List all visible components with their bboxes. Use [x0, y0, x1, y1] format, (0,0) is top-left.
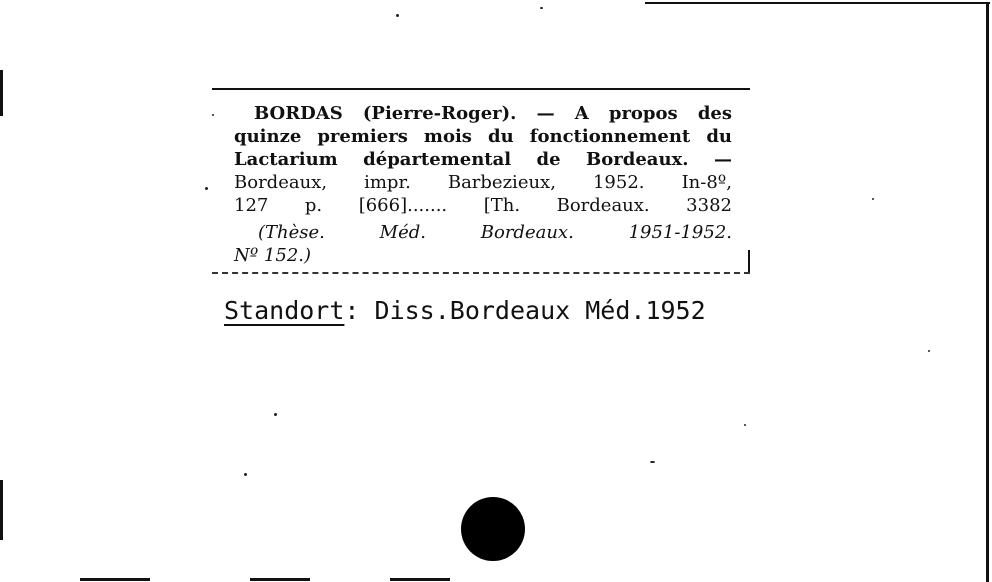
entry-line: 127 p. [666]....... [Th. Bordeaux. 3382	[234, 195, 732, 216]
shelfmark-value: : Diss.Bordeaux Méd.1952	[344, 296, 706, 325]
scan-speck	[205, 187, 208, 190]
card-bottom-edge	[390, 578, 450, 581]
entry-line: Lactarium départemental de Bordeaux. —	[234, 149, 732, 170]
scan-speck	[744, 424, 746, 426]
card-top-edge	[645, 2, 990, 4]
card-bottom-edge	[80, 578, 150, 581]
note-line: Nº 152.)	[234, 245, 312, 266]
scan-speck	[396, 14, 399, 17]
shelfmark	[224, 296, 706, 325]
card-left-edge	[0, 70, 3, 116]
slip-bottom-rule	[212, 272, 750, 274]
punch-hole	[461, 497, 525, 561]
scan-speck	[540, 7, 543, 9]
scan-speck	[274, 413, 277, 416]
entry-line: quinze premiers mois du fonctionnement du	[234, 126, 732, 147]
entry-line: Bordeaux, impr. Barbezieux, 1952. In-8º,	[234, 172, 732, 193]
slip-corner-mark	[748, 250, 750, 272]
scan-speck	[872, 198, 874, 200]
card-left-edge-lower	[0, 480, 3, 540]
catalog-slip	[212, 88, 750, 273]
catalog-entry	[234, 102, 732, 267]
note-line: (Thèse. Méd. Bordeaux. 1951-1952.	[258, 222, 732, 243]
card-bottom-edge	[250, 578, 310, 581]
slip-top-rule	[212, 88, 750, 90]
scan-speck	[244, 473, 247, 476]
scan-speck	[928, 350, 930, 352]
shelfmark-label: Standort	[224, 296, 345, 325]
scan-speck	[212, 114, 214, 116]
scan-speck	[650, 461, 655, 463]
card-right-edge	[986, 4, 989, 582]
entry-line: BORDAS (Pierre-Roger). — A propos des	[254, 103, 732, 124]
